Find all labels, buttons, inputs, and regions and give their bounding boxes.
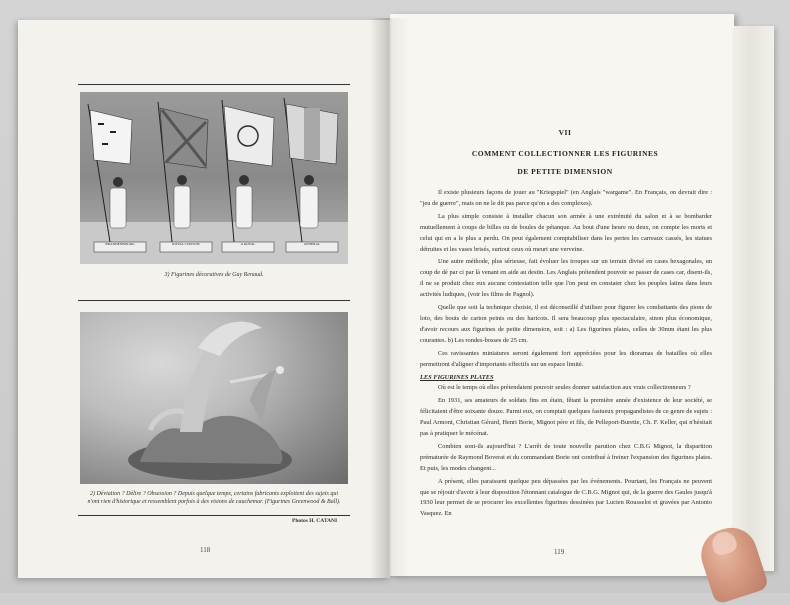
photo-credit: Photos H. CATANI [292,518,338,524]
photo-fantasy-figurines [80,312,348,484]
photo-flag-figurines [80,92,348,264]
bottom-rule [78,515,350,516]
paragraph: Où est le temps où elles prétendaient pouvoir seules donner satisfaction aux vrais collectionneurs ? [438,384,691,392]
paragraph: Combien sont-ils aujourd'hui ? L'arrêt de toute nouvelle parution chez C.B.G Mignot, la disparition prématurée de Raymond Boverat et du commandant Borie ont contribué à freiner l'expansion des figurines plates. Et puis, les modes changent... [420,442,712,472]
paragraph: Quelle que soit la technique choisie, il est déconseillé d'utiliser pour figurer les combattants des pions de loto, des bouts de carton peints ou des haricots. Il sera beaucoup plus spectaculaire, sinon plus économique, d'avoir recours aux figurines de petite dimension, soit : a) Les figurines plates, celles de 30mm étant les plus courantes. b) Les rondes-bosses de 25 cm. [420,304,712,344]
chapter-number: VII [558,128,572,137]
caption-photo-1: 3) Figurines décoratives de Guy Renaud. [164,272,264,278]
middle-rule [78,300,350,301]
paragraph: La plus simple consiste à installer chacun son armée à une extrémité du salon et à se bombarder mutuellement à coups de billes ou de boules de pétanque. Au bout d'une heure ou deux, on compte les morts et celui qui en a le plus a perdu. On peut également comptabiliser dans les pertes les carreaux cassés, les statues détruites et les vases brisés, surtout ceux où meurt une verveine. [420,212,712,253]
top-rule [78,84,350,85]
flag-figurines-illustration [80,92,348,264]
section-title: LES FIGURINES PLATES [420,373,494,381]
base-label-3: A ROYAL [240,242,256,246]
page-stack-edge [734,26,774,571]
fantasy-figurines-illustration [80,312,348,484]
paragraph: Une autre méthode, plus sérieuse, fait évoluer les troupes sur un terrain divisé en cases hexagonales, un coup de dé par ci par là venant en aide au destin. Les Anglais prétendent pouvoir se passer de cases car, disent-ils, il ne se produit chez eux aucune contestation telle que l'on peut en constater chez les peuples latins dans leurs activités ludiques, (voir les films de Pagnol). [420,258,712,299]
base-label-4: GENERAL [303,242,321,246]
paragraph: A présent, elles paraissent quelque peu dépassées par les événements. Pourtant, les Français ne peuvent que se réjouir d'avoir à leur disposition l'étonnant catalogue de C.B.G. Mignot qui, de la guerre des Gaules jusqu'à 1930 leur permet de se procurer les excellentes figurines dessinées par Lucien Rousselot et gravées par Antonio Vasquez. En [420,477,712,518]
paragraph: En 1931, ses amateurs de soldats fins en étain, fêtant la première année d'existence de leur société, se félicitaient d'être soixante douze. Parmi eux, on comptait quelques fastueux propagandistes de ce genre de sujets : Paul Armont, Christian Gérard, Henri Borie, Mignot père et fils, de Pelleport-Burette, Ch. F. Keller, qui n'hésitait pas à pratiquer le mécénat. [420,397,712,438]
chapter-title-line-2: DE PETITE DIMENSION [517,167,613,176]
caption-photo-2: 2) Déviation ? Délire ? Obsession ? Depuis quelque temps, certains fabricants exploitent des sujets qui n'ont rien d'historique et ressemblent parfois à des visions de cauchemar. (Figurines Greenwood & Ball). [87,491,341,505]
chapter-body [420,188,712,520]
base-label-2: ROYAL CONTOIS [172,242,200,246]
paragraph: Il existe plusieurs façons de jouer au "Kriegspiel" (en Anglais "wargame". En Français, on devrait dire : "jeu de guerre", mais on ne le dit pas parce qu'on a des complexes). [420,189,712,207]
chapter-title-line-1: COMMENT COLLECTIONNER LES FIGURINES [471,149,659,158]
page-number-right: 119 [554,548,565,556]
base-label-1: BRANDENBOURG [105,242,135,246]
paragraph: Ces ravissantes miniatures seront également fort appréciées pour les dioramas de batailles où elles permettront d'aligner d'importants effectifs sur un espace limité. [420,349,712,368]
page-number-left: 118 [200,546,211,554]
